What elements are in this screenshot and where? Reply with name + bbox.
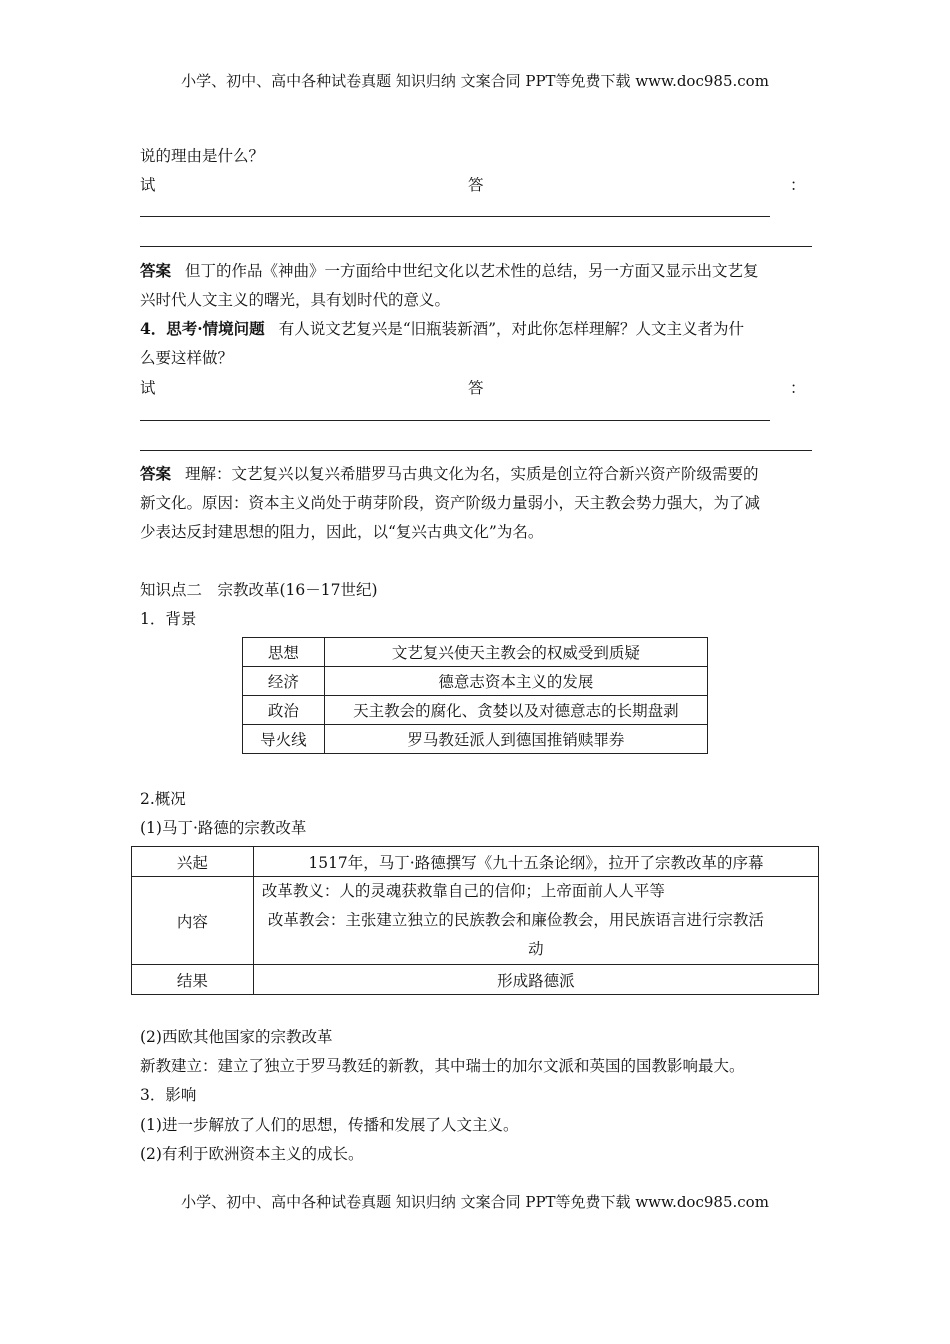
try-char: 试	[140, 176, 156, 194]
question-3-tail: 说的理由是什么？	[140, 147, 265, 165]
table-value: 罗马教廷派人到德国推销赎罪券	[324, 725, 707, 754]
table-row	[132, 965, 819, 995]
answer-4-line-2: 新文化。原因：资本主义尚处于萌芽阶段，资产阶级力量弱小，天主教会势力强大，为了减	[140, 494, 761, 512]
answer-3-line-2: 兴时代人文主义的曙光，具有划时代的意义。	[140, 291, 451, 309]
answer-char: 答	[468, 176, 484, 194]
try-char: 试	[140, 379, 156, 397]
answer-label: 答案	[140, 261, 172, 280]
answer-blank-line	[140, 450, 812, 451]
table-key: 政治	[243, 696, 325, 725]
table-key: 经济	[243, 667, 325, 696]
table-row	[243, 638, 708, 667]
page-header: 小学、初中、高中各种试卷真题 知识归纳 文案合同 PPT等免费下载 www.doc985.com	[181, 72, 769, 90]
table-key: 内容	[132, 877, 254, 965]
section-title: 知识点二 宗教改革(16－17世纪)	[140, 581, 378, 599]
background-heading: 1．背景	[140, 610, 197, 628]
impact-item-1: (1)进一步解放了人们的思想，传播和发展了人文主义。	[140, 1116, 519, 1134]
table-value	[253, 877, 818, 965]
question-4-line-1: 4．思考·情境问题 有人说文艺复兴是“旧瓶装新酒”，对此你怎样理解？人文主义者为什	[140, 319, 745, 338]
table-value: 形成路德派	[253, 965, 818, 995]
table-value: 文艺复兴使天主教会的权威受到质疑	[324, 638, 707, 667]
other-countries-text: 新教建立：建立了独立于罗马教廷的新教，其中瑞士的加尔文派和英国的国教影响最大。	[140, 1057, 745, 1075]
table-key: 导火线	[243, 725, 325, 754]
answer-char: 答	[468, 379, 484, 397]
content-line-2: 改革教会：主张建立独立的民族教会和廉俭教会，用民族语言进行宗教活	[267, 911, 764, 929]
table-row	[243, 667, 708, 696]
answer-4-line-3: 少表达反封建思想的阻力，因此，以“复兴古典文化”为名。	[140, 523, 544, 541]
impact-item-2: (2)有利于欧洲资本主义的成长。	[140, 1145, 364, 1163]
content-line-3: 动	[528, 940, 544, 958]
table-row	[243, 725, 708, 754]
page-footer: 小学、初中、高中各种试卷真题 知识归纳 文案合同 PPT等免费下载 www.doc985.com	[181, 1193, 769, 1211]
table-row	[132, 877, 819, 965]
luther-table	[131, 846, 819, 995]
impact-heading: 3．影响	[140, 1086, 197, 1104]
table-value: 德意志资本主义的发展	[324, 667, 707, 696]
other-countries-heading: (2)西欧其他国家的宗教改革	[140, 1028, 333, 1046]
colon-char: ：	[790, 176, 806, 194]
content-line-1: 改革教义：人的灵魂获救靠自己的信仰；上帝面前人人平等	[261, 882, 665, 900]
colon-char: ：	[790, 379, 806, 397]
answer-label: 答案	[140, 464, 172, 483]
table-key: 思想	[243, 638, 325, 667]
answer-3-line-1: 答案 但丁的作品《神曲》一方面给中世纪文化以艺术性的总结，另一方面又显示出文艺复	[140, 261, 759, 280]
overview-heading: 2.概况	[140, 790, 186, 808]
table-value: 天主教会的腐化、贪婪以及对德意志的长期盘剥	[324, 696, 707, 725]
answer-4-line-1: 答案 理解：文艺复兴以复兴希腊罗马古典文化为名，实质是创立符合新兴资产阶级需要的	[140, 464, 759, 483]
answer-blank-line	[140, 420, 770, 421]
luther-heading: (1)马丁·路德的宗教改革	[140, 819, 307, 837]
question-4-line-2: 么要这样做？	[140, 349, 234, 367]
background-table	[242, 637, 708, 754]
answer-blank-line	[140, 216, 770, 217]
table-row	[132, 847, 819, 877]
answer-blank-line	[140, 246, 812, 247]
table-value: 1517年，马丁·路德撰写《九十五条论纲》，拉开了宗教改革的序幕	[253, 847, 818, 877]
table-key: 结果	[132, 965, 254, 995]
question-4-label: 4．思考·情境问题	[140, 319, 265, 338]
table-row	[243, 696, 708, 725]
table-key: 兴起	[132, 847, 254, 877]
